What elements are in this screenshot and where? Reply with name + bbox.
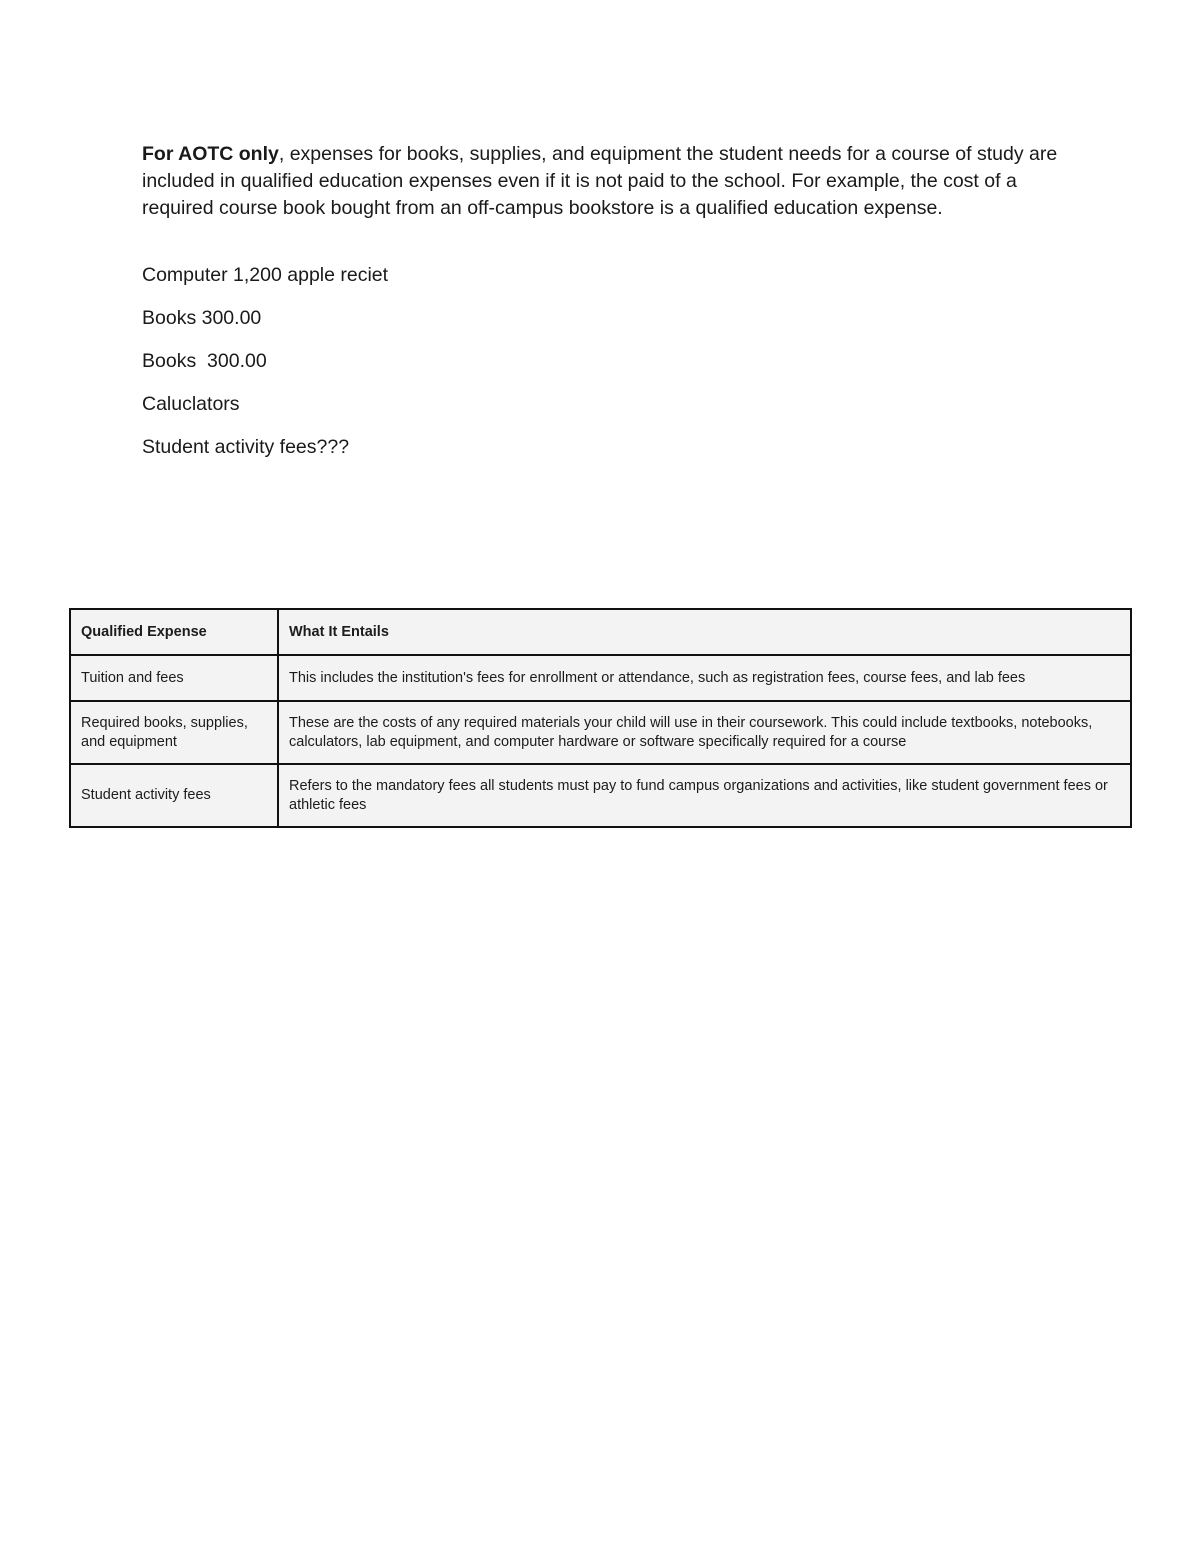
note-line: Caluclators (142, 393, 240, 415)
expense-cell: Required books, supplies, and equipment (70, 701, 278, 764)
entails-cell: This includes the institution's fees for enrollment or attendance, such as registration fees, course fees, and lab fees (278, 655, 1131, 701)
intro-bold-lead: For AOTC only (142, 143, 279, 165)
note-line: Books 300.00 (142, 307, 262, 329)
intro-paragraph (142, 141, 1062, 222)
table-row (70, 655, 1131, 701)
table-row (70, 764, 1131, 827)
header-what-it-entails: What It Entails (278, 609, 1131, 655)
entails-cell: These are the costs of any required materials your child will use in their coursework. This could include textbooks, notebooks, calculators, lab equipment, and computer hardware or software specifically required for a course (278, 701, 1131, 764)
qualified-expenses-table (69, 608, 1132, 828)
expense-cell: Student activity fees (70, 764, 278, 827)
table-row (70, 701, 1131, 764)
header-qualified-expense: Qualified Expense (70, 609, 278, 655)
note-line: Books 300.00 (142, 350, 267, 372)
entails-cell: Refers to the mandatory fees all students must pay to fund campus organizations and activities, like student government fees or athletic fees (278, 764, 1131, 827)
expense-cell: Tuition and fees (70, 655, 278, 701)
note-line: Computer 1,200 apple reciet (142, 264, 389, 286)
table-header-row (70, 609, 1131, 655)
intro-text: , expenses for books, supplies, and equipment the student needs for a course of study are included in qualified education expenses even if it is not paid to the school. For example, the cost of a required course book bought from an off-campus bookstore is a qualified education expense. (142, 143, 1058, 219)
notes-list (142, 262, 842, 477)
note-line: Student activity fees??? (142, 436, 350, 458)
